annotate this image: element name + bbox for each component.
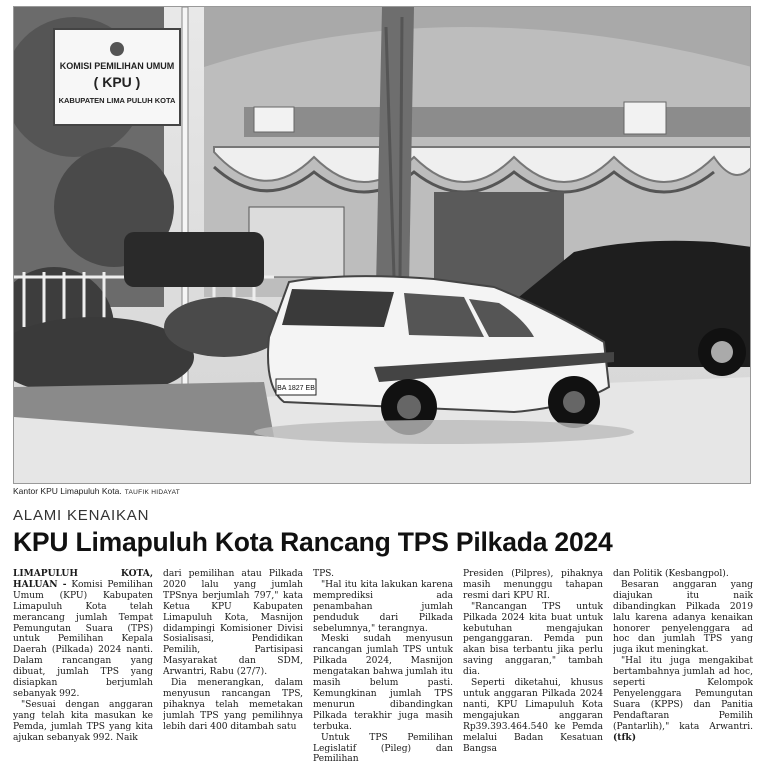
paragraph: "Hal itu kita lakukan karena memprediksi ada penambahan jumlah penduduk dari Pilkada sebelumnya," terangnya. [313,579,453,634]
paragraph: "Rancangan TPS untuk Pilkada 2024 kita buat untuk kebutuhan mengajukan penganggaran. Pemda pun akan bisa terbantu jika perlu saving anggaran," tambah dia. [463,601,603,678]
headline: KPU Limapuluh Kota Rancang TPS Pilkada 2024 [13,527,613,557]
paragraph: "Sesuai dengan anggaran yang telah kita masukan ke Pemda, jumlah TPS yang kita ajukan sebanyak 992. Naik [13,699,153,743]
paragraph [13,569,153,700]
sign-line2: ( KPU ) [93,74,141,90]
caption-text: Kantor KPU Limapuluh Kota. [13,486,122,496]
paragraph [613,656,753,743]
author-signature: (tfk) [613,731,637,743]
license-plate: BA 1827 EB [277,385,315,392]
paragraph: Presiden (Pilpres), pihaknya masih menunggu tahapan resmi dari KPU RI. [463,569,603,601]
paragraph-text: "Hal itu juga mengakibat bertambahnya jumlah ad hoc, seperti Kelompok Penyelenggara Pemungutan Suara (KPPS) dan Panitia Pendaftaran Pemilih (Pantarlih)," kata Arwantri. [613,656,753,732]
article-column-2 [163,569,303,765]
paragraph-text: Komisi Pemilihan Umum (KPU) Kabupaten Limapuluh Kota telah merancang jumlah Tempat Pemungutan Suara (TPS) untuk Pemilihan Kepala Daerah (Pilkada) 2024 nanti. Dalam rancangan yang dibuat, jumlah TPS yang disiapkan berjumlah sebanyak 992. [13,579,153,699]
article-body [13,569,753,765]
paragraph: Dia menerangkan, dalam menyusun rancangan TPS, pihaknya telah memetakan jumlah TPS yang pemilihnya lebih dari 400 ditambah satu [163,678,303,732]
article-column-3 [313,569,453,765]
article-column-4 [463,569,603,765]
paragraph: dari pemilihan atau Pilkada 2020 lalu yang jumlah TPSnya berjumlah 797," kata Ketua KPU Kabupaten Limapuluh Kota, Masnijon didampingi Komisioner Divisi Sosialisasi, Pendidikan Pemilih, Partisipasi Masyarakat dan SDM, Arwantri, Rabu (27/7). [163,569,303,678]
sign-line1: KOMISI PEMILIHAN UMUM [59,61,175,71]
news-photo [13,6,751,484]
photo-caption [13,486,180,496]
photo-credit: TAUFIK HIDAYAT [124,489,181,496]
paragraph: dan Politik (Kesbangpol). [613,569,729,579]
dateline: LIMAPULUH KOTA, HALUAN - [13,569,153,590]
kpu-office-photo [14,7,751,484]
paragraph: Meski sudah menyusun rancangan jumlah TPS untuk Pilkada 2024, Masnijon mengatakan bahwa jumlah itu masih belum pasti. Kemungkinan jumlah TPS menurun dibandingkan Pilkada terakhir juga masih terbuka. [313,634,453,732]
paragraph: Seperti diketahui, khusus untuk anggaran Pilkada 2024 nanti, KPU Limapuluh Kota mengajukan anggaran Rp39.393.464.540 ke Pemda melalui Badan Kesatuan Bangsa [463,678,603,754]
sign-line3: KABUPATEN LIMA PULUH KOTA [58,96,176,105]
article-column-1 [13,569,153,765]
article-column-5 [613,569,753,765]
paragraph: Besaran anggaran yang diajukan itu naik dibandingkan Pilkada 2019 lalu karena adanya kenaikan honorer penyelenggara ad hoc dan jumlah TPS yang juga ikut meningkat. [613,579,753,656]
kicker: ALAMI KENAIKAN [13,507,150,524]
paragraph: TPS. [313,569,334,579]
paragraph: Untuk TPS Pemilihan Legislatif (Pileg) dan Pemilihan [313,732,453,765]
